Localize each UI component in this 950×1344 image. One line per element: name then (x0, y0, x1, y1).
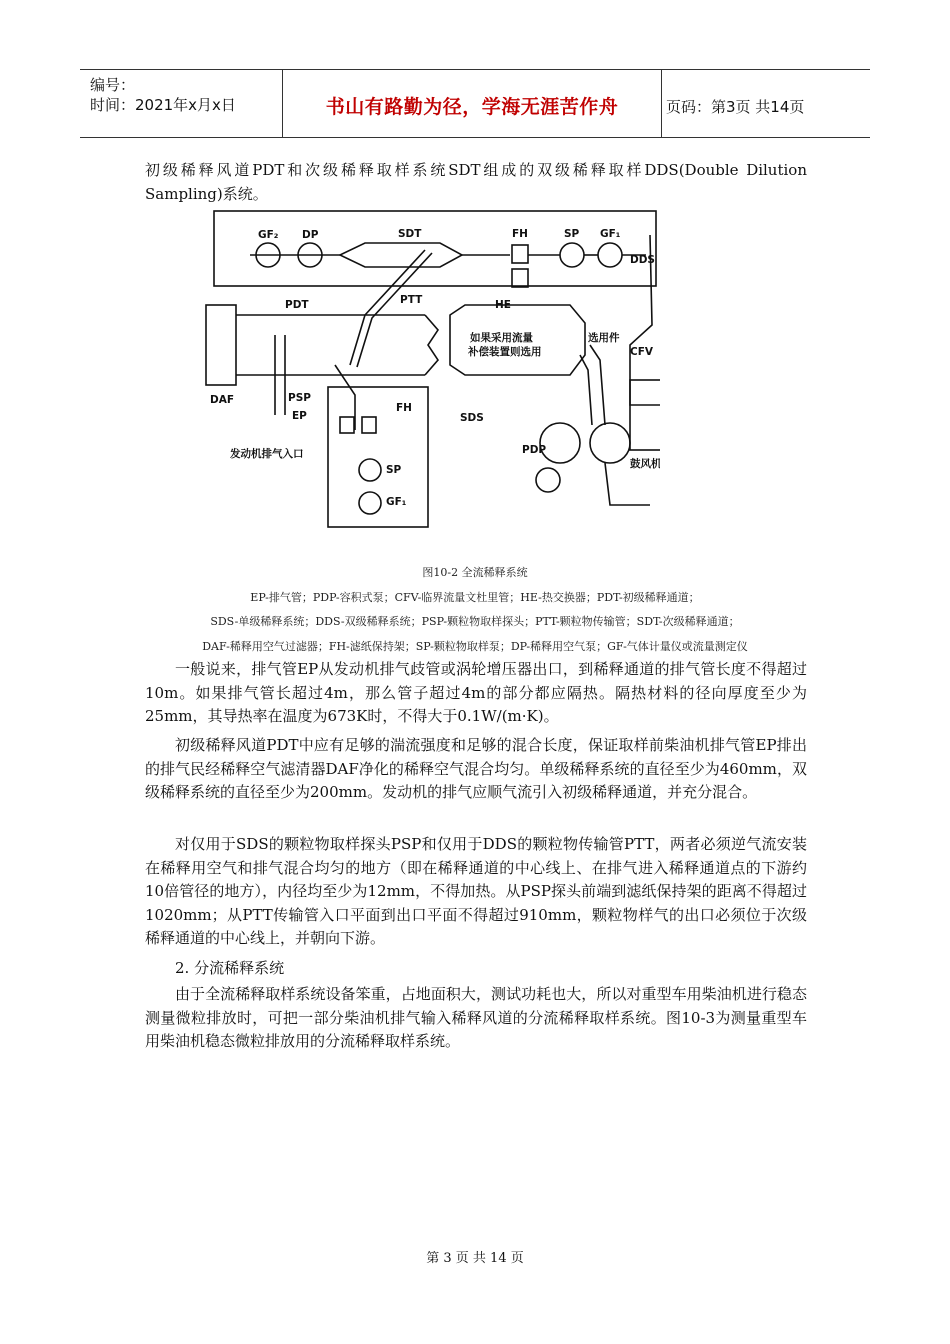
label-fh-top: FH (512, 228, 528, 240)
label-dds: DDS (630, 254, 655, 266)
page-header (80, 69, 870, 138)
paragraph-exhaust-pipe: 一般说来，排气管EP从发动机排气歧管或涡轮增压器出口，到稀释通道的排气管长度不得超过10m。如果排气管长超过4m，那么管子超过4m的部分都应隔热。隔热材料的径向厚度至少为25mm，其导热率在温度为673K时，不得大于0.1W/(m·K)。 (145, 660, 807, 725)
label-gf1-top: GF₁ (600, 228, 621, 240)
figure-caption-line-1: EP-排气管；PDP-容积式泵；CFV-临界流量文杜里管；HE-热交换器；PDT-初级稀释通道； (250, 591, 700, 604)
header-meta-cell (80, 70, 282, 137)
label-he-note-2: 补偿装置则选用 (468, 346, 542, 358)
figure-caption-title: 图10-2 全流稀释系统 (422, 566, 528, 579)
paragraph-intro: 初级稀释风道PDT和次级稀释取样系统SDT组成的双级稀释取样DDS(Double Dilution Sampling)系统。 (145, 161, 807, 203)
paragraph-probe: 对仅用于SDS的颗粒物取样探头PSP和仅用于DDS的颗粒物传输管PTT，两者必须逆气流安装在稀释用空气和排气混合均匀的地方（即在稀释通道的中心线上、在排气进入稀释通道点的下游约10倍管径的地方），内径均至少为12mm，不得加热。从PSP探头前端到滤纸保持架的距离不得超过1020mm；从PTT传输管入口平面到出口平面不得超过910mm，颗粒物样气的出口必须位于次级稀释通道的中心线上，并朝向下游。 (145, 835, 807, 947)
label-sp-bottom: SP (386, 464, 402, 476)
label-cfv: CFV (630, 346, 654, 358)
document-time-label: 时间：2021年x月x日 (90, 96, 236, 114)
paragraph-primary-tunnel: 初级稀释风道PDT中应有足够的湍流强度和足够的混合长度，保证取样前柴油机排气管EP排出的排气民经稀释空气滤清器DAF净化的稀释空气混合均匀。单级稀释系统的直径至少为460mm，双级稀释系统的直径至少为200mm。发动机的排气应顺气流引入初级稀释通道，并充分混合。 (145, 736, 807, 801)
header-page-number: 页码：第3页 共14页 (666, 98, 805, 116)
label-ep: EP (292, 410, 307, 422)
label-optional: 选用件 (588, 332, 620, 344)
label-gf2: GF₂ (258, 229, 279, 241)
dds-box (214, 211, 656, 286)
label-he: HE (495, 299, 511, 311)
figure-full-flow-dilution-diagram (200, 205, 660, 530)
header-motto: 书山有路勤为径，学海无涯苦作舟 (325, 96, 619, 118)
daf-filter (206, 305, 236, 385)
label-fh-bottom: FH (396, 402, 412, 414)
figure-caption-line-2: SDS-单级稀释系统；DDS-双级稀释系统；PSP-颗粒物取样探头；PTT-颗粒物传输管；SDT-次级稀释通道； (210, 615, 740, 628)
pdp-pump (540, 423, 580, 463)
diagram-svg (200, 205, 660, 530)
header-motto-cell (282, 70, 662, 137)
label-sds: SDS (460, 412, 484, 424)
label-gf1-bottom: GF₁ (386, 496, 407, 508)
paragraph-partial-flow: 由于全流稀释取样系统设备笨重，占地面积大，测试功耗也大，所以对重型车用柴油机进行稳态测量微粒排放时，可把一部分柴油机排气输入稀释风道的分流稀释取样系统。图10-3为测量重型车用柴油机稳态微粒排放用的分流稀释取样系统。 (145, 985, 807, 1050)
document-number-label: 编号： (90, 76, 136, 94)
sdt-tunnel (340, 243, 462, 267)
label-pdt: PDT (285, 299, 309, 311)
label-ptt: PTT (400, 294, 423, 306)
label-pdp: PDP (522, 444, 547, 456)
header-page-cell (660, 70, 870, 137)
label-he-note-1: 如果采用流量 (470, 332, 533, 344)
label-daf: DAF (210, 394, 235, 406)
label-sdt: SDT (398, 228, 422, 240)
label-dp: DP (302, 229, 319, 241)
label-sp-top: SP (564, 228, 580, 240)
label-engine-inlet: 发动机排气入口 (230, 448, 304, 460)
sds-box (328, 387, 428, 527)
figure-caption-line-3: DAF-稀释用空气过滤器；FH-滤纸保持架；SP-颗粒物取样泵；DP-稀释用空气泵；GF-气体计量仪或流量测定仪 (202, 640, 748, 653)
section-heading-partial-flow: 2. 分流稀释系统 (175, 959, 285, 977)
label-blower: 鼓风机 (630, 458, 660, 470)
label-psp: PSP (288, 392, 311, 404)
page-footer: 第 3 页 共 14 页 (426, 1251, 524, 1266)
